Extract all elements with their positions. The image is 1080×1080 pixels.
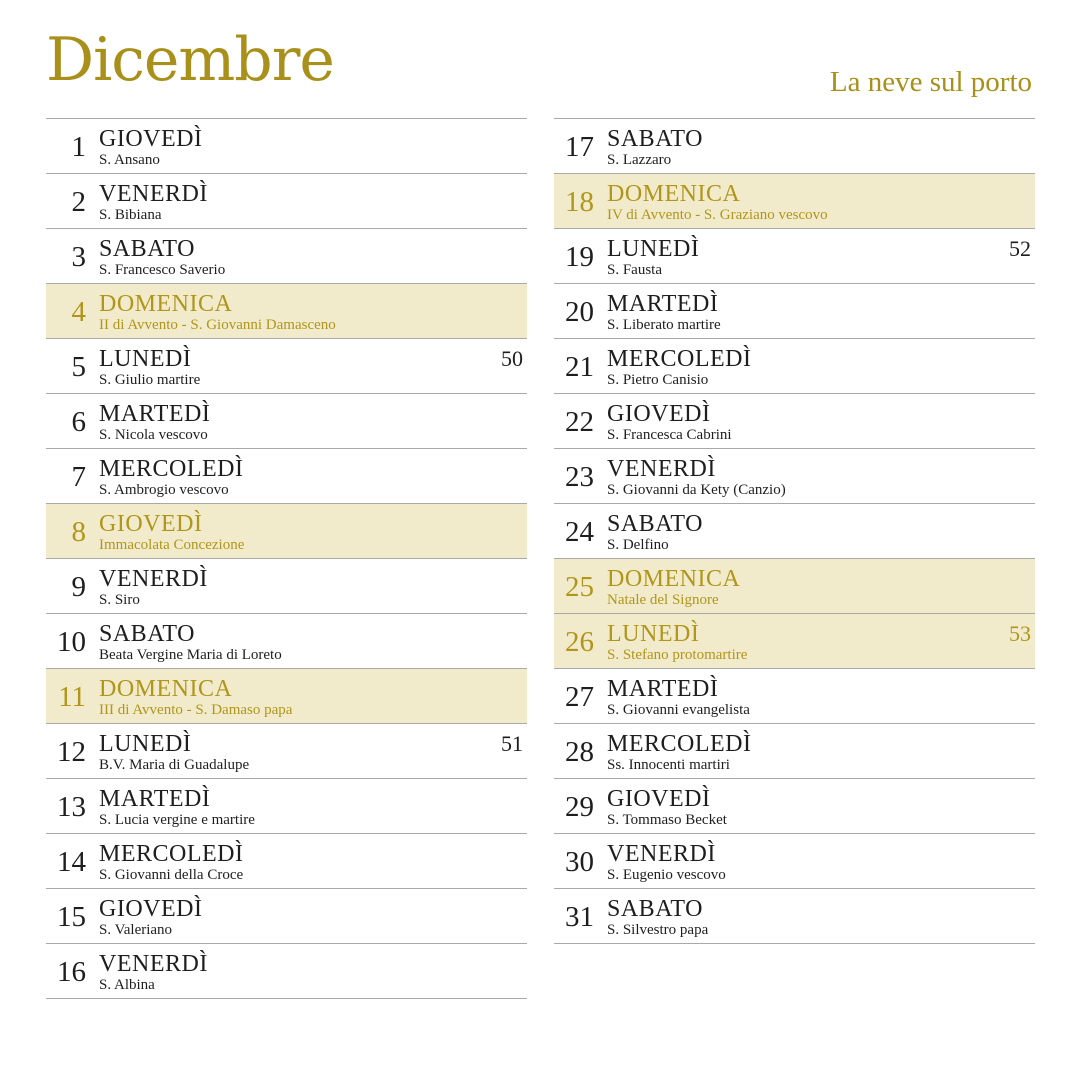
day-number: 17 [565,131,594,163]
weekday-name: MARTEDÌ [607,291,719,317]
saint-name: S. Lazzaro [607,152,672,168]
day-number: 15 [57,901,86,933]
day-number: 30 [565,846,594,878]
calendar-day-row [46,944,527,999]
saint-name: S. Nicola vescovo [99,427,208,443]
day-number: 3 [71,241,86,273]
day-number: 23 [565,461,594,493]
weekday-name: LUNEDÌ [607,236,700,262]
saint-name: S. Fausta [607,262,663,278]
saint-name: Beata Vergine Maria di Loreto [99,647,282,663]
weekday-name: LUNEDÌ [607,621,700,647]
day-number: 18 [565,186,594,218]
saint-name: S. Valeriano [99,922,173,938]
saint-name: III di Avvento - S. Damaso papa [99,702,293,718]
weekday-name: MERCOLEDÌ [99,841,244,867]
calendar-day-row [46,119,527,174]
weekday-name: SABATO [607,896,703,922]
saint-name: S. Lucia vergine e martire [99,812,255,828]
saint-name: S. Giulio martire [99,372,201,388]
calendar-day-row [554,284,1035,339]
day-number: 8 [71,516,86,548]
weekday-name: DOMENICA [99,291,233,317]
calendar-day-row [46,724,527,779]
day-number: 12 [57,736,86,768]
calendar-day-row [554,724,1035,779]
calendar-day-row [554,174,1035,229]
day-number: 1 [71,131,86,163]
calendar-day-row [46,229,527,284]
saint-name: S. Stefano protomartire [607,647,748,663]
weekday-name: DOMENICA [99,676,233,702]
saint-name: S. Ambrogio vescovo [99,482,229,498]
calendar-day-row [46,889,527,944]
day-number: 21 [565,351,594,383]
weekday-name: MERCOLEDÌ [607,731,752,757]
weekday-name: MERCOLEDÌ [607,346,752,372]
day-number: 19 [565,241,594,273]
saint-name: Ss. Innocenti martiri [607,757,730,773]
day-number: 11 [58,681,86,713]
day-number: 7 [71,461,86,493]
week-number: 51 [501,731,523,756]
weekday-name: VENERDÌ [99,566,208,592]
week-number: 53 [1009,621,1031,646]
saint-name: Immacolata Concezione [99,537,245,553]
saint-name: B.V. Maria di Guadalupe [99,757,250,773]
saint-name: Natale del Signore [607,592,719,608]
weekday-name: MERCOLEDÌ [99,456,244,482]
saint-name: S. Francesca Cabrini [607,427,732,443]
calendar-column-left [46,118,527,999]
saint-name: S. Eugenio vescovo [607,867,726,883]
calendar-day-row [554,339,1035,394]
weekday-name: DOMENICA [607,181,741,207]
calendar-day-row [46,834,527,889]
calendar-day-row [46,504,527,559]
calendar-day-row [46,449,527,504]
saint-name: S. Giovanni da Kety (Canzio) [607,482,786,498]
calendar-day-row [554,229,1035,284]
saint-name: S. Ansano [99,152,160,168]
day-number: 26 [565,626,594,658]
week-number: 52 [1009,236,1031,261]
calendar-day-row [554,834,1035,889]
day-number: 13 [57,791,86,823]
saint-name: S. Giovanni evangelista [607,702,750,718]
saint-name: S. Delfino [607,537,669,553]
saint-name: S. Silvestro papa [607,922,709,938]
saint-name: II di Avvento - S. Giovanni Damasceno [99,317,336,333]
weekday-name: LUNEDÌ [99,731,192,757]
weekday-name: MARTEDÌ [607,676,719,702]
weekday-name: MARTEDÌ [99,786,211,812]
day-number: 24 [565,516,594,548]
saint-name: S. Tommaso Becket [607,812,727,828]
calendar-day-row [46,559,527,614]
day-number: 31 [565,901,594,933]
weekday-name: VENERDÌ [607,841,716,867]
day-number: 10 [57,626,86,658]
weekday-name: GIOVEDÌ [607,786,711,812]
calendar-day-row [554,449,1035,504]
saint-name: IV di Avvento - S. Graziano vescovo [607,207,828,223]
calendar-day-row [46,339,527,394]
calendar-day-row [554,119,1035,174]
calendar-day-row [554,889,1035,944]
saint-name: S. Liberato martire [607,317,721,333]
calendar-day-row [46,394,527,449]
calendar-day-row [554,504,1035,559]
saint-name: S. Bibiana [99,207,162,223]
weekday-name: SABATO [607,126,703,152]
day-number: 27 [565,681,594,713]
day-number: 16 [57,956,86,988]
calendar-day-row [554,779,1035,834]
day-number: 14 [57,846,86,878]
day-number: 25 [565,571,594,603]
day-number: 6 [71,406,86,438]
page-title: Dicembre [46,25,334,95]
day-number: 29 [565,791,594,823]
weekday-name: VENERDÌ [607,456,716,482]
saint-name: S. Pietro Canisio [607,372,709,388]
calendar-day-row [554,559,1035,614]
day-number: 2 [71,186,86,218]
weekday-name: SABATO [99,236,195,262]
day-number: 4 [71,296,86,328]
day-number: 22 [565,406,594,438]
weekday-name: VENERDÌ [99,951,208,977]
calendar-day-row [46,779,527,834]
saint-name: S. Giovanni della Croce [99,867,244,883]
weekday-name: LUNEDÌ [99,346,192,372]
calendar-day-row [46,284,527,339]
weekday-name: VENERDÌ [99,181,208,207]
calendar-day-row [554,394,1035,449]
calendar-day-row [46,614,527,669]
weekday-name: GIOVEDÌ [607,401,711,427]
weekday-name: DOMENICA [607,566,741,592]
weekday-name: GIOVEDÌ [99,126,203,152]
day-number: 9 [71,571,86,603]
saint-name: S. Albina [99,977,155,993]
calendar-day-row [554,614,1035,669]
page-subtitle: La neve sul porto [829,66,1032,98]
weekday-name: SABATO [99,621,195,647]
weekday-name: GIOVEDÌ [99,511,203,537]
week-number: 50 [501,346,523,371]
day-number: 5 [71,351,86,383]
calendar-day-row [46,669,527,724]
weekday-name: MARTEDÌ [99,401,211,427]
saint-name: S. Francesco Saverio [99,262,226,278]
calendar-day-row [554,669,1035,724]
day-number: 20 [565,296,594,328]
calendar-column-right [554,118,1035,944]
saint-name: S. Siro [99,592,140,608]
day-number: 28 [565,736,594,768]
calendar-day-row [46,174,527,229]
weekday-name: GIOVEDÌ [99,896,203,922]
weekday-name: SABATO [607,511,703,537]
